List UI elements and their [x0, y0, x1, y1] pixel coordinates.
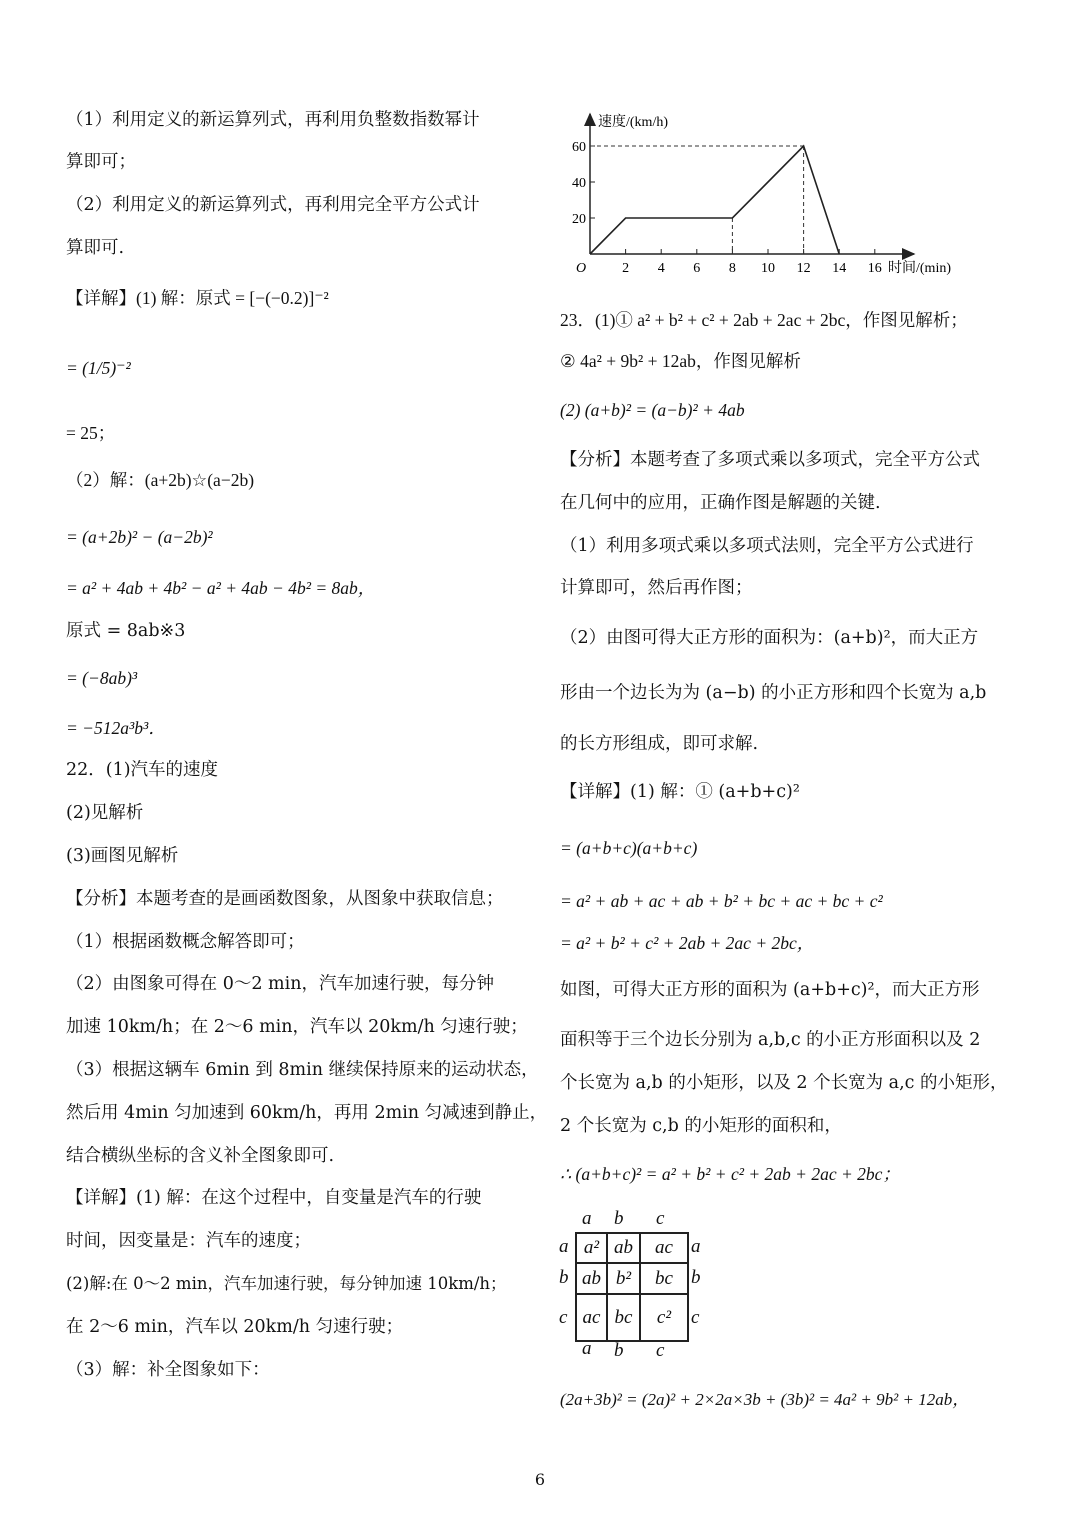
text-line: （2）解：(a+2b)☆(a−2b) — [66, 470, 255, 490]
text-line: （2）由图可得大正方形的面积为：(a+b)²，而大正方 — [560, 628, 979, 648]
text-line: 2 个长宽为 c,b 的小矩形的面积和， — [560, 1116, 842, 1136]
text-line: 形由一个边长为为 (a−b) 的小正方形和四个长宽为 a,b — [560, 683, 987, 703]
text-line: 个长宽为 a,b 的小矩形，以及 2 个长宽为 a,c 的小矩形， — [560, 1073, 1008, 1093]
text-line: （2）由图象可得在 0～2 min，汽车加速行驶，每分钟 — [66, 974, 494, 994]
x-tick-label: 6 — [693, 261, 701, 276]
math-line: (2) (a+b)² = (a−b)² + 4ab — [560, 400, 745, 420]
grid-left-label: c — [559, 1307, 568, 1328]
math-line: = a² + b² + c² + 2ab + 2ac + 2bc， — [560, 933, 815, 953]
text-line: 23．(1)① a² + b² + c² + 2ab + 2ac + 2bc，作图见解析； — [560, 310, 968, 330]
text-line: 在几何中的应用，正确作图是解题的关键. — [560, 493, 881, 513]
math-line: = (a+2b)² − (a−2b)² — [66, 527, 213, 547]
math-line: = (1/5)⁻² — [66, 358, 131, 378]
y-tick-label: 20 — [572, 212, 586, 227]
grid-left-label: b — [559, 1267, 569, 1288]
grid-cell: ac — [640, 1233, 688, 1263]
math-line: = 25； — [66, 423, 116, 443]
grid-bottom-label: a — [582, 1338, 592, 1359]
text-line: 【详解】(1) 解：① (a+b+c)² — [560, 782, 800, 802]
grid-cell: c² — [640, 1294, 688, 1341]
math-line: = a² + ab + ac + ab + b² + bc + ac + bc + c² — [560, 891, 883, 911]
text-line: （3）根据这辆车 6min 到 8min 继续保持原来的运动状态， — [66, 1060, 539, 1080]
math-line: ∴ (a+b+c)² = a² + b² + c² + 2ab + 2ac + 2bc； — [560, 1164, 900, 1184]
grid-cell: bc — [640, 1263, 688, 1294]
grid-cell: a² — [576, 1233, 607, 1263]
x-axis-label: 时间/(min) — [888, 261, 951, 276]
grid-top-label: a — [582, 1208, 592, 1229]
text-line: (3)画图见解析 — [66, 846, 179, 866]
grid-right-label: a — [691, 1236, 701, 1257]
text-line: 算即可； — [66, 152, 136, 172]
text-line: 算即可. — [66, 238, 125, 258]
grid-table — [575, 1232, 689, 1342]
x-tick-label: 16 — [867, 261, 882, 276]
grid-left-label: a — [559, 1236, 569, 1257]
text-line: （1）根据函数概念解答即可； — [66, 932, 305, 952]
grid-right-label: b — [691, 1267, 701, 1288]
text-line: （3）解：补全图象如下： — [66, 1360, 270, 1380]
text-line: （1）利用多项式乘以多项式法则，完全平方公式进行 — [560, 536, 974, 556]
grid-bottom-label: b — [614, 1340, 624, 1361]
text-line: 【详解】(1) 解：在这个过程中，自变量是汽车的行驶 — [66, 1188, 482, 1208]
grid-cell: ab — [607, 1233, 640, 1263]
grid-cell: b² — [607, 1263, 640, 1294]
x-tick-label: 2 — [622, 261, 630, 276]
text-line: ② 4a² + 9b² + 12ab，作图见解析 — [560, 351, 801, 371]
speed-series-line — [590, 146, 839, 254]
text-line: 结合横纵坐标的含义补全图象即可. — [66, 1146, 335, 1166]
area-grid-figure — [558, 1208, 718, 1372]
text-line: 【分析】本题考查的是画函数图象，从图象中获取信息； — [66, 889, 504, 909]
text-line: 面积等于三个边长分别为 a,b,c 的小正方形面积以及 2 — [560, 1030, 981, 1050]
y-tick-label: 40 — [572, 176, 586, 191]
grid-top-label: b — [614, 1208, 624, 1229]
x-tick-label: 14 — [832, 261, 847, 276]
text-line: (2)解:在 0～2 min，汽车加速行驶，每分钟加速 10km/h； — [66, 1274, 507, 1293]
x-tick-label: 8 — [728, 261, 736, 276]
origin-label: O — [576, 261, 587, 276]
math-line: = −512a³b³． — [66, 718, 166, 738]
text-line: 的长方形组成，即可求解. — [560, 734, 759, 754]
math-line: = a² + 4ab + 4b² − a² + 4ab − 4b² = 8ab， — [66, 578, 376, 598]
grid-cell: bc — [607, 1294, 640, 1341]
text-line: 在 2～6 min，汽车以 20km/h 匀速行驶； — [66, 1317, 404, 1337]
page-number: 6 — [534, 1470, 546, 1489]
text-line: 原式 = 8ab※3 — [66, 621, 186, 641]
math-line: (2a+3b)² = (2a)² + 2×2a×3b + (3b)² = 4a² + 9b² + 12ab， — [560, 1390, 970, 1409]
text-line: 时间，因变量是：汽车的速度； — [66, 1231, 311, 1251]
text-line: 加速 10km/h；在 2～6 min，汽车以 20km/h 匀速行驶； — [66, 1017, 528, 1037]
math-line: = (a+b+c)(a+b+c) — [560, 838, 698, 858]
text-line: 22．(1)汽车的速度 — [66, 760, 219, 780]
text-line: 【分析】本题考查了多项式乘以多项式，完全平方公式 — [560, 450, 980, 470]
grid-right-label: c — [691, 1307, 700, 1328]
text-line: （1）利用定义的新运算列式，再利用负整数指数幂计 — [66, 110, 480, 130]
grid-cell: ac — [576, 1294, 607, 1341]
grid-bottom-label: c — [656, 1340, 665, 1361]
x-tick-label: 10 — [761, 261, 775, 276]
text-line: 计算即可，然后再作图； — [560, 578, 753, 598]
text-line: 然后用 4min 匀加速到 60km/h，再用 2min 匀减速到静止， — [66, 1103, 548, 1123]
y-tick-label: 60 — [572, 140, 586, 155]
speed-time-chart — [556, 106, 966, 286]
x-tick-label: 4 — [657, 261, 665, 276]
y-axis-label: 速度/(km/h) — [598, 115, 668, 130]
grid-cell: ab — [576, 1263, 607, 1294]
math-line: = (−8ab)³ — [66, 668, 138, 688]
text-line: 【详解】(1) 解：原式 = [−(−0.2)]⁻² — [66, 288, 329, 308]
text-line: （2）利用定义的新运算列式，再利用完全平方公式计 — [66, 195, 480, 215]
text-line: 如图，可得大正方形的面积为 (a+b+c)²，而大正方形 — [560, 980, 980, 1000]
grid-top-label: c — [656, 1208, 665, 1229]
x-tick-label: 12 — [796, 261, 811, 276]
text-line: (2)见解析 — [66, 803, 144, 823]
